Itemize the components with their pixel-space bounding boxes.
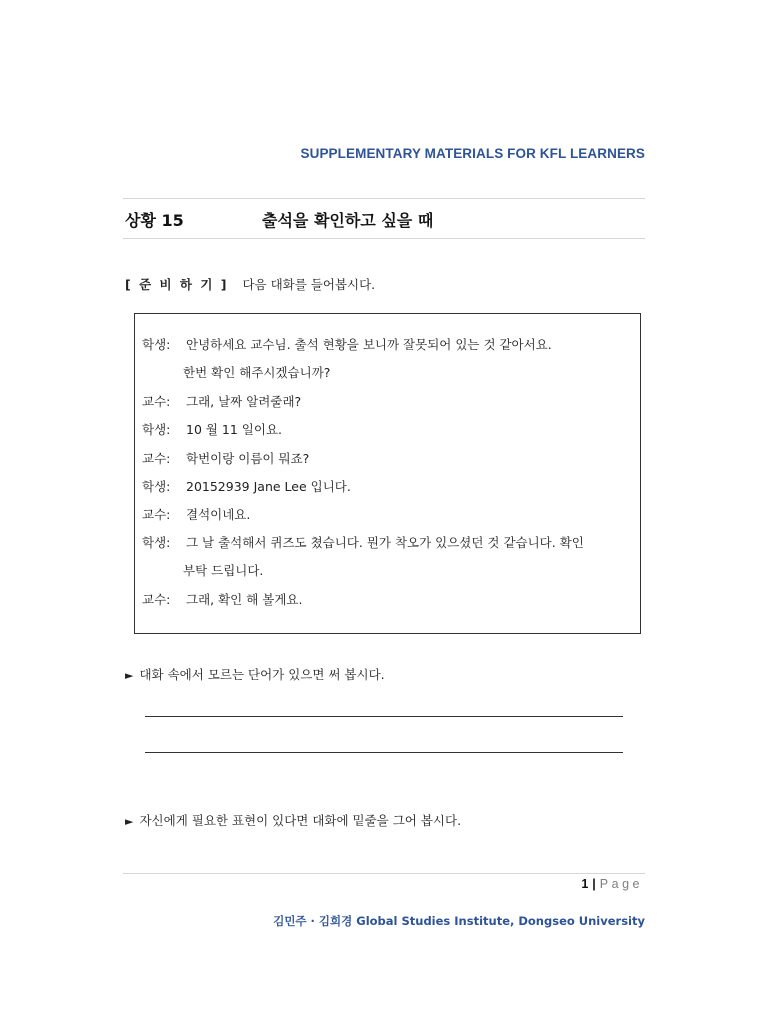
dialogue-line	[142, 335, 552, 353]
dialogue-text: 10 월 11 일이요.	[186, 422, 283, 437]
speaker-label: 교수:	[142, 592, 171, 607]
page-number	[581, 877, 643, 891]
dialogue-line	[142, 505, 250, 523]
triangle-bullet-icon: ►	[125, 669, 134, 682]
dialogue-text: 20152939 Jane Lee 입니다.	[186, 479, 351, 494]
dialogue-line	[142, 420, 282, 438]
dialogue-text: 학번이랑 이름이 뭐죠?	[186, 451, 310, 466]
situation-title: 출석을 확인하고 싶을 때	[262, 211, 434, 230]
speaker-label: 교수:	[142, 451, 171, 466]
dialogue-continuation: 한번 확인 해주시겠습니까?	[183, 365, 331, 380]
triangle-bullet-icon: ►	[125, 815, 134, 828]
speaker-label: 교수:	[142, 507, 171, 522]
speaker-label: 교수:	[142, 394, 171, 409]
prep-section	[125, 275, 375, 293]
page-number-value: 1	[581, 877, 589, 891]
situation-number: 상황 15	[125, 211, 184, 230]
answer-line[interactable]	[145, 752, 623, 753]
speaker-label: 학생:	[142, 535, 171, 550]
speaker-label: 학생:	[142, 422, 171, 437]
dialogue-continuation: 부탁 드립니다.	[183, 563, 264, 578]
task-underline-expressions	[125, 811, 461, 829]
header-divider	[123, 198, 645, 199]
dialogue-text: 그래, 날짜 알려줄래?	[186, 394, 302, 409]
page-separator: |	[592, 877, 596, 891]
task-unknown-words	[125, 665, 385, 683]
dialogue-line	[142, 590, 302, 608]
speaker-label: 학생:	[142, 479, 171, 494]
dialogue-text: 그 날 출석해서 퀴즈도 쳤습니다. 뭔가 착오가 있으셨던 것 같습니다. 확인	[186, 535, 584, 550]
footer-divider	[123, 873, 645, 874]
footer-credit: 김민주 · 김희경 Global Studies Institute, Dongseo University	[273, 914, 645, 928]
prep-label: [ 준 비 하 기 ]	[125, 277, 229, 292]
speaker-label: 학생:	[142, 337, 171, 352]
dialogue-text: 안녕하세요 교수님. 출석 현황을 보니까 잘못되어 있는 것 같아서요.	[186, 337, 552, 352]
prep-instruction: 다음 대화를 들어봅시다.	[242, 277, 376, 292]
task-text: 자신에게 필요한 표현이 있다면 대화에 밑줄을 그어 봅시다.	[139, 813, 462, 828]
task-text: 대화 속에서 모르는 단어가 있으면 써 봅시다.	[139, 667, 385, 682]
dialogue-line	[142, 449, 309, 467]
answer-line[interactable]	[145, 716, 623, 717]
page-word: Page	[599, 877, 643, 891]
title-divider	[123, 238, 645, 239]
dialogue-box	[134, 313, 641, 634]
dialogue-line	[142, 477, 351, 495]
document-header-title: SUPPLEMENTARY MATERIALS FOR KFL LEARNERS	[300, 146, 645, 161]
dialogue-line	[142, 392, 301, 410]
dialogue-text: 결석이네요.	[186, 507, 251, 522]
dialogue-text: 그래, 확인 해 볼게요.	[186, 592, 303, 607]
dialogue-line	[142, 533, 584, 551]
